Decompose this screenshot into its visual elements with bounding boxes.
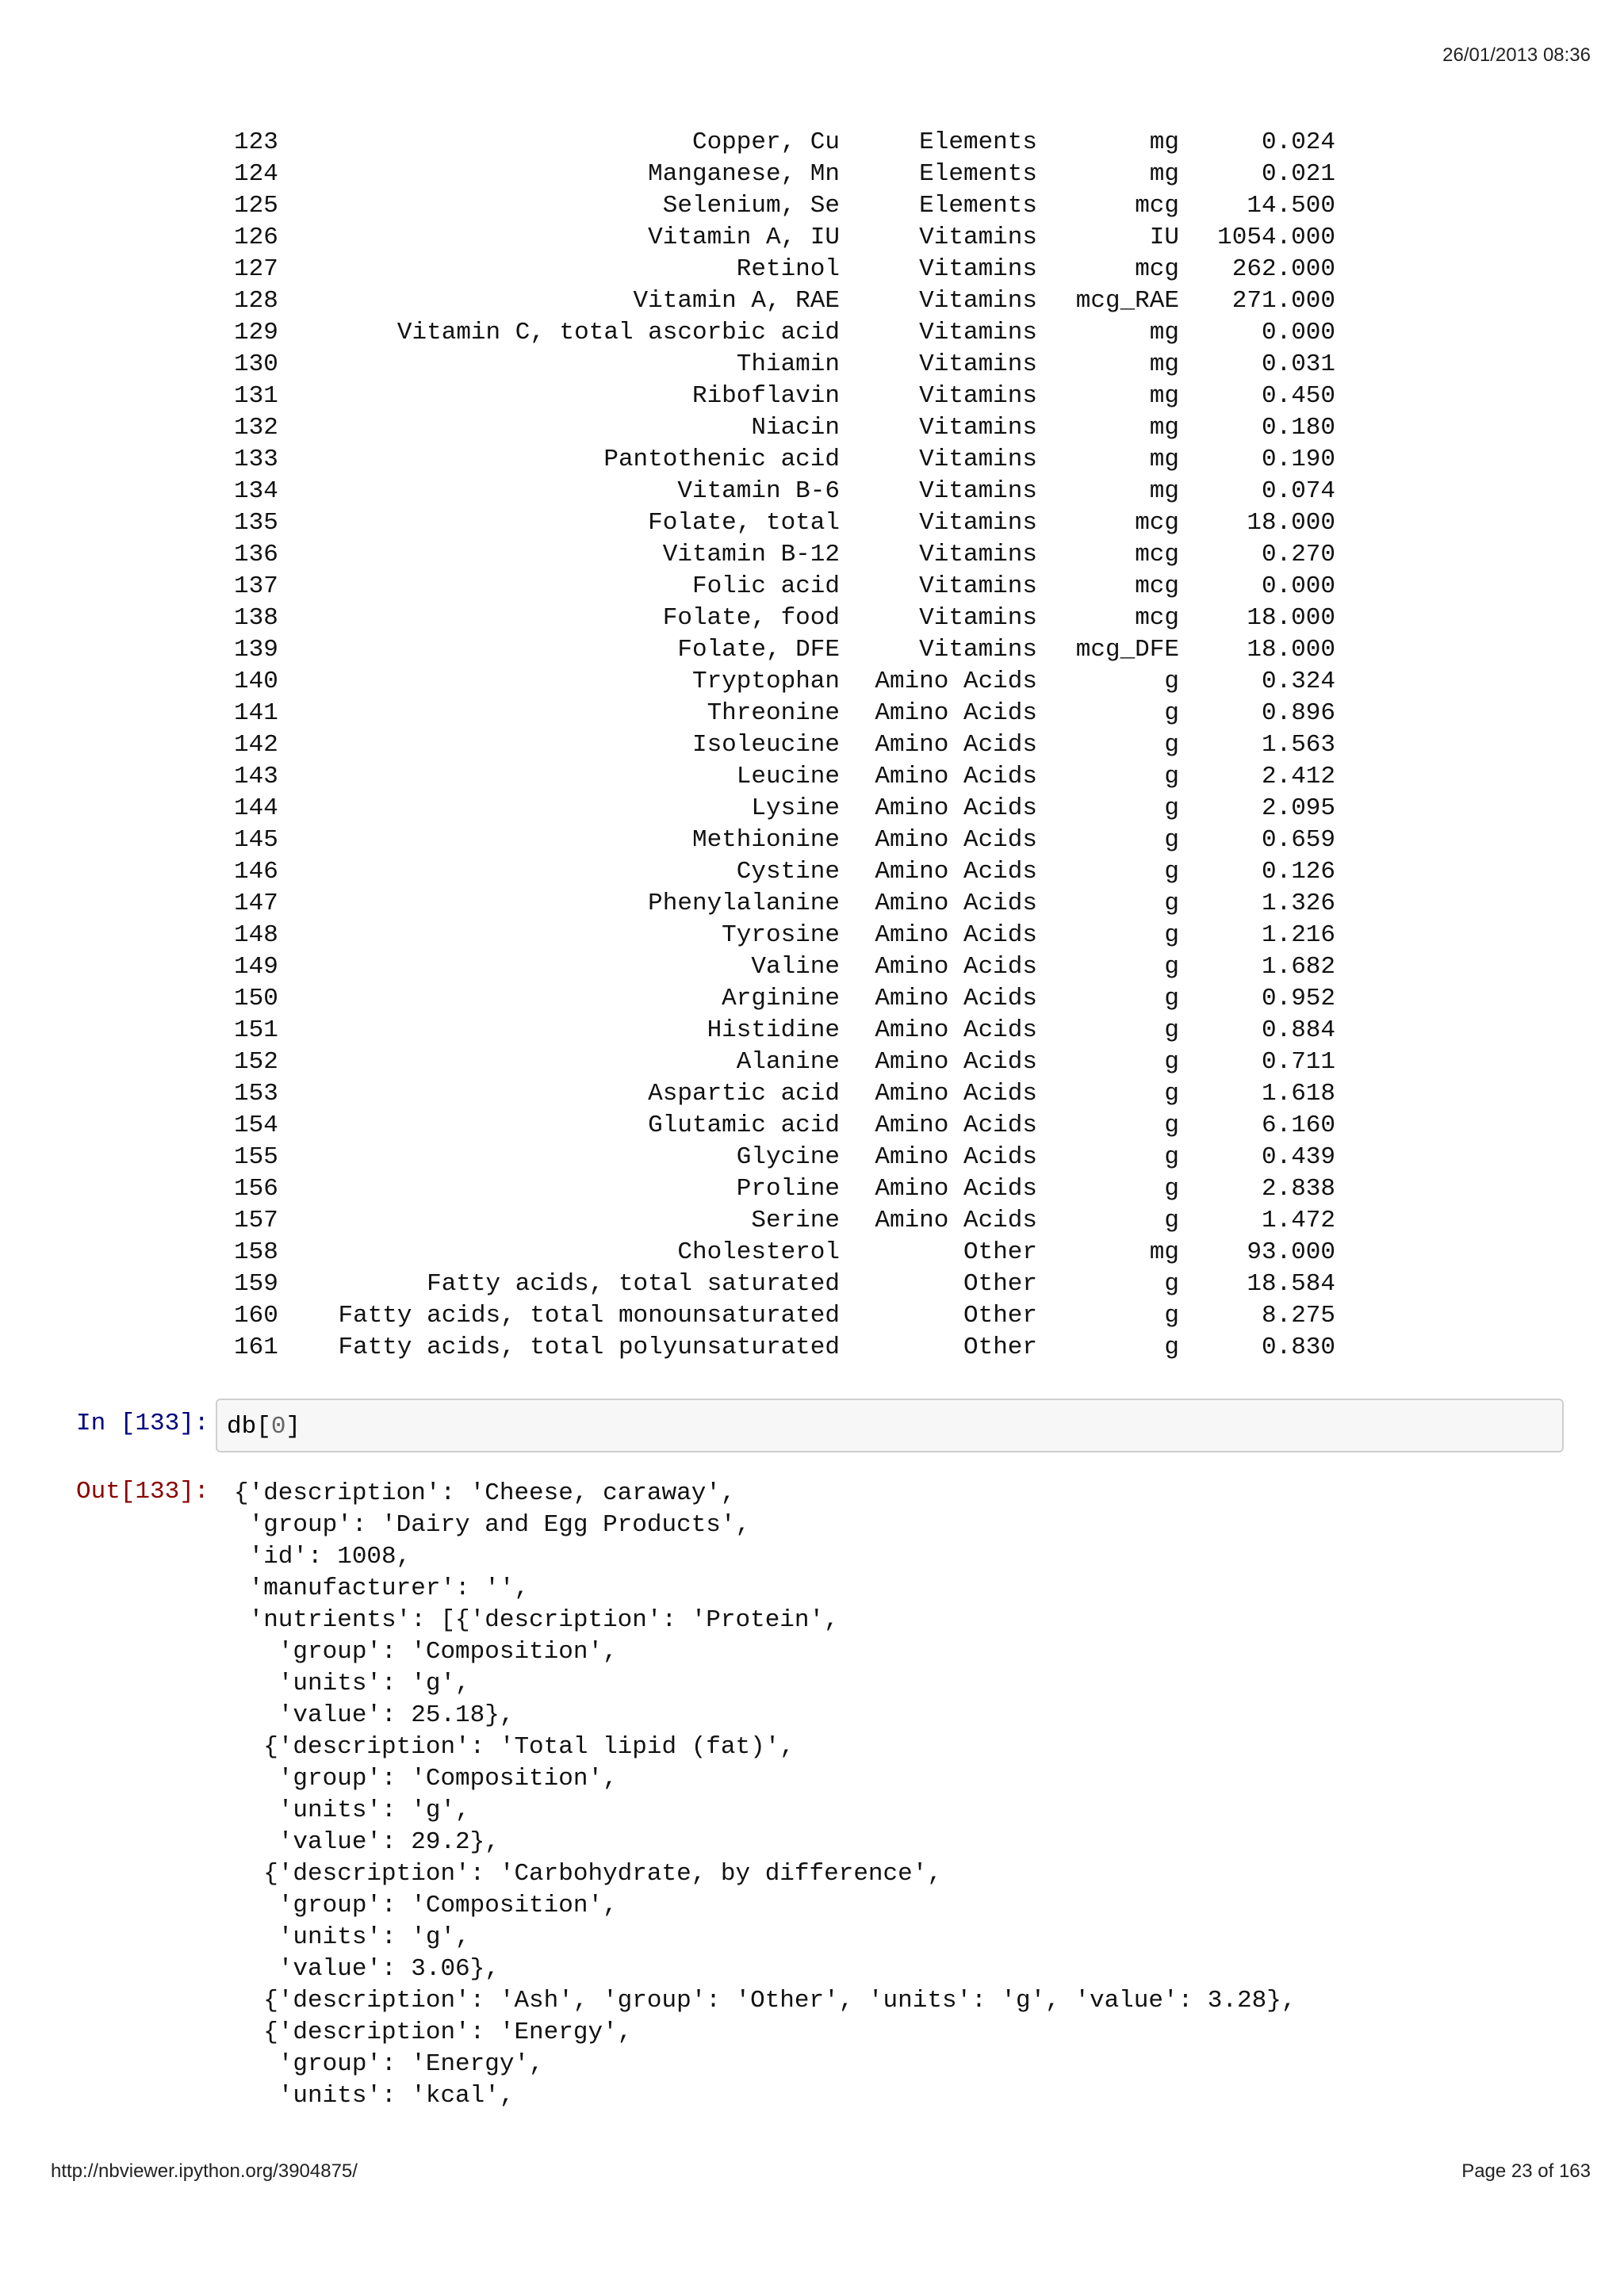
row-description: Tryptophan <box>691 668 840 695</box>
row-description: Threonine <box>707 699 840 727</box>
row-value: 0.439 <box>1261 1143 1335 1171</box>
row-units: g <box>1164 858 1179 886</box>
row-value: 262.000 <box>1231 255 1335 283</box>
row-group: Amino Acids <box>875 731 1037 759</box>
row-group: Vitamins <box>919 414 1037 442</box>
row-units: mg <box>1149 414 1179 442</box>
row-index: 131 <box>234 382 278 410</box>
row-description: Methionine <box>691 826 840 854</box>
row-value: 6.160 <box>1261 1112 1335 1139</box>
output-line: 'group': 'Composition', <box>234 1638 618 1666</box>
output-line: 'units': 'g', <box>234 1797 470 1824</box>
row-units: g <box>1164 985 1179 1012</box>
row-value: 2.095 <box>1261 794 1335 822</box>
row-description: Vitamin B-6 <box>677 477 840 505</box>
row-units: mg <box>1149 350 1179 378</box>
row-description: Folic acid <box>691 572 840 600</box>
row-index: 156 <box>234 1175 278 1203</box>
table-row <box>0 698 1624 729</box>
table-row <box>0 761 1624 793</box>
table-row <box>0 1332 1624 1364</box>
row-description: Retinol <box>736 255 840 283</box>
row-group: Elements <box>919 160 1037 188</box>
row-description: Proline <box>736 1175 840 1203</box>
table-row <box>0 1047 1624 1078</box>
row-description: Aspartic acid <box>648 1080 840 1108</box>
output-line: 'group': 'Composition', <box>234 1765 618 1793</box>
output-line: 'value': 25.18}, <box>234 1701 515 1729</box>
row-units: mcg <box>1135 572 1179 600</box>
row-value: 8.275 <box>1261 1302 1335 1330</box>
row-units: g <box>1164 921 1179 949</box>
row-description: Selenium, Se <box>662 192 840 220</box>
row-value: 2.412 <box>1261 763 1335 790</box>
row-value: 1.682 <box>1261 953 1335 981</box>
input-prompt: In [133]: <box>76 1410 209 1437</box>
row-units: g <box>1164 1048 1179 1076</box>
row-group: Amino Acids <box>875 699 1037 727</box>
row-value: 1.216 <box>1261 921 1335 949</box>
row-description: Phenylalanine <box>648 890 840 917</box>
row-value: 0.000 <box>1261 572 1335 600</box>
row-description: Folate, DFE <box>677 636 840 664</box>
row-index: 132 <box>234 414 278 442</box>
row-description: Lysine <box>751 794 840 822</box>
table-row <box>0 317 1624 349</box>
row-group: Amino Acids <box>875 1143 1037 1171</box>
output-line: {'description': 'Total lipid (fat)', <box>234 1733 795 1761</box>
row-description: Histidine <box>707 1016 840 1044</box>
row-units: mcg_RAE <box>1075 287 1179 315</box>
row-group: Vitamins <box>919 541 1037 568</box>
table-row <box>0 1300 1624 1332</box>
table-row <box>0 476 1624 507</box>
row-units: mcg <box>1135 255 1179 283</box>
row-group: Amino Acids <box>875 858 1037 886</box>
row-units: mcg <box>1135 541 1179 568</box>
row-description: Serine <box>751 1207 840 1234</box>
code-index: 0 <box>270 1413 286 1441</box>
table-row <box>0 254 1624 285</box>
row-index: 157 <box>234 1207 278 1234</box>
row-value: 1.326 <box>1261 890 1335 917</box>
row-index: 155 <box>234 1143 278 1171</box>
row-value: 2.838 <box>1261 1175 1335 1203</box>
row-value: 1.472 <box>1261 1207 1335 1234</box>
row-group: Vitamins <box>919 255 1037 283</box>
row-group: Amino Acids <box>875 921 1037 949</box>
row-value: 18.584 <box>1247 1270 1335 1298</box>
row-group: Vitamins <box>919 636 1037 664</box>
table-row <box>0 603 1624 634</box>
row-index: 136 <box>234 541 278 568</box>
row-value: 18.000 <box>1247 636 1335 664</box>
row-index: 159 <box>234 1270 278 1298</box>
table-row <box>0 856 1624 888</box>
output-line: {'description': 'Carbohydrate, by difference', <box>234 1860 942 1888</box>
row-description: Riboflavin <box>691 382 840 410</box>
row-description: Isoleucine <box>691 731 840 759</box>
row-description: Fatty acids, total saturated <box>427 1270 840 1298</box>
output-line: {'description': 'Energy', <box>234 2019 633 2046</box>
row-units: g <box>1164 763 1179 790</box>
row-description: Fatty acids, total polyunsaturated <box>338 1334 840 1361</box>
row-group: Amino Acids <box>875 1112 1037 1139</box>
table-row <box>0 412 1624 444</box>
row-value: 0.021 <box>1261 160 1335 188</box>
print-timestamp: 26/01/2013 08:36 <box>1442 44 1591 66</box>
row-units: mcg <box>1135 604 1179 632</box>
output-line: 'units': 'g', <box>234 1923 470 1951</box>
row-group: Vitamins <box>919 350 1037 378</box>
row-description: Vitamin A, RAE <box>633 287 840 315</box>
row-index: 153 <box>234 1080 278 1108</box>
table-row <box>0 666 1624 698</box>
table-row <box>0 444 1624 476</box>
row-value: 0.074 <box>1261 477 1335 505</box>
row-index: 138 <box>234 604 278 632</box>
row-description: Glutamic acid <box>648 1112 840 1139</box>
table-row <box>0 1269 1624 1300</box>
table-row <box>0 159 1624 190</box>
row-group: Amino Acids <box>875 1175 1037 1203</box>
row-description: Folate, food <box>662 604 840 632</box>
table-row <box>0 1205 1624 1237</box>
row-index: 146 <box>234 858 278 886</box>
row-units: g <box>1164 1080 1179 1108</box>
code-text <box>227 1413 301 1441</box>
row-value: 18.000 <box>1247 604 1335 632</box>
row-group: Amino Acids <box>875 1080 1037 1108</box>
table-row <box>0 825 1624 856</box>
row-group: Amino Acids <box>875 668 1037 695</box>
row-units: g <box>1164 1270 1179 1298</box>
row-index: 158 <box>234 1238 278 1266</box>
row-value: 0.180 <box>1261 414 1335 442</box>
row-units: mg <box>1149 382 1179 410</box>
output-line: 'manufacturer': '', <box>234 1575 530 1602</box>
row-value: 0.270 <box>1261 541 1335 568</box>
row-index: 127 <box>234 255 278 283</box>
row-index: 144 <box>234 794 278 822</box>
row-description: Leucine <box>736 763 840 790</box>
row-units: g <box>1164 699 1179 727</box>
table-row <box>0 1078 1624 1110</box>
row-description: Manganese, Mn <box>648 160 840 188</box>
row-index: 154 <box>234 1112 278 1139</box>
row-description: Vitamin B-12 <box>662 541 840 568</box>
row-value: 1.618 <box>1261 1080 1335 1108</box>
row-group: Amino Acids <box>875 953 1037 981</box>
row-group: Amino Acids <box>875 1207 1037 1234</box>
output-line: 'nutrients': [{'description': 'Protein', <box>234 1606 839 1634</box>
row-group: Vitamins <box>919 287 1037 315</box>
row-index: 145 <box>234 826 278 854</box>
table-row <box>0 729 1624 761</box>
row-index: 141 <box>234 699 278 727</box>
row-units: g <box>1164 953 1179 981</box>
table-row <box>0 539 1624 571</box>
row-units: g <box>1164 1175 1179 1203</box>
row-group: Vitamins <box>919 319 1037 346</box>
row-units: mcg <box>1135 192 1179 220</box>
table-row <box>0 1015 1624 1047</box>
output-prompt: Out[133]: <box>76 1478 209 1506</box>
row-group: Vitamins <box>919 446 1037 473</box>
row-index: 129 <box>234 319 278 346</box>
row-group: Vitamins <box>919 477 1037 505</box>
output-line: 'value': 29.2}, <box>234 1828 500 1856</box>
row-index: 152 <box>234 1048 278 1076</box>
row-description: Tyrosine <box>722 921 840 949</box>
output-line: 'units': 'kcal', <box>234 2082 515 2110</box>
row-units: mg <box>1149 477 1179 505</box>
row-description: Alanine <box>736 1048 840 1076</box>
row-units: g <box>1164 668 1179 695</box>
row-value: 14.500 <box>1247 192 1335 220</box>
row-description: Glycine <box>736 1143 840 1171</box>
table-row <box>0 190 1624 222</box>
row-units: g <box>1164 1016 1179 1044</box>
table-row <box>0 1142 1624 1173</box>
row-description: Arginine <box>722 985 840 1012</box>
row-value: 1.563 <box>1261 731 1335 759</box>
output-line: 'group': 'Energy', <box>234 2050 544 2078</box>
table-row <box>0 1110 1624 1142</box>
row-value: 0.659 <box>1261 826 1335 854</box>
row-units: mcg_DFE <box>1075 636 1179 664</box>
row-units: g <box>1164 1302 1179 1330</box>
row-index: 149 <box>234 953 278 981</box>
output-line: 'value': 3.06}, <box>234 1955 500 1983</box>
row-value: 1054.000 <box>1217 224 1335 251</box>
output-line: 'units': 'g', <box>234 1670 470 1697</box>
row-units: g <box>1164 1207 1179 1234</box>
row-index: 125 <box>234 192 278 220</box>
row-index: 151 <box>234 1016 278 1044</box>
table-row <box>0 888 1624 920</box>
row-units: g <box>1164 1143 1179 1171</box>
row-value: 0.711 <box>1261 1048 1335 1076</box>
row-units: g <box>1164 890 1179 917</box>
table-row <box>0 634 1624 666</box>
row-index: 137 <box>234 572 278 600</box>
code-input-cell[interactable] <box>216 1399 1564 1452</box>
row-index: 130 <box>234 350 278 378</box>
code-prefix: db[ <box>227 1413 271 1441</box>
row-description: Cholesterol <box>677 1238 840 1266</box>
row-description: Pantothenic acid <box>603 446 840 473</box>
row-units: g <box>1164 1112 1179 1139</box>
row-description: Thiamin <box>736 350 840 378</box>
table-row <box>0 920 1624 951</box>
table-row <box>0 983 1624 1015</box>
row-group: Amino Acids <box>875 1016 1037 1044</box>
row-index: 139 <box>234 636 278 664</box>
row-index: 147 <box>234 890 278 917</box>
row-index: 161 <box>234 1334 278 1361</box>
row-value: 271.000 <box>1231 287 1335 315</box>
table-row <box>0 349 1624 381</box>
row-index: 134 <box>234 477 278 505</box>
row-value: 0.896 <box>1261 699 1335 727</box>
dataframe-output <box>0 127 1624 1364</box>
row-value: 18.000 <box>1247 509 1335 537</box>
row-units: mg <box>1149 160 1179 188</box>
table-row <box>0 222 1624 254</box>
row-units: g <box>1164 1334 1179 1361</box>
row-units: IU <box>1149 224 1179 251</box>
row-index: 150 <box>234 985 278 1012</box>
row-index: 133 <box>234 446 278 473</box>
output-line: 'group': 'Dairy and Egg Products', <box>234 1511 751 1539</box>
row-group: Vitamins <box>919 604 1037 632</box>
row-value: 0.830 <box>1261 1334 1335 1361</box>
row-group: Vitamins <box>919 509 1037 537</box>
table-row <box>0 571 1624 603</box>
row-group: Amino Acids <box>875 890 1037 917</box>
row-group: Other <box>963 1302 1037 1330</box>
footer-url: http://nbviewer.ipython.org/3904875/ <box>51 2160 358 2182</box>
row-value: 0.884 <box>1261 1016 1335 1044</box>
dict-output <box>234 1478 1296 2112</box>
output-line: 'group': 'Composition', <box>234 1892 618 1919</box>
row-index: 124 <box>234 160 278 188</box>
row-description: Valine <box>751 953 840 981</box>
row-value: 0.126 <box>1261 858 1335 886</box>
table-row <box>0 951 1624 983</box>
row-index: 142 <box>234 731 278 759</box>
row-group: Other <box>963 1270 1037 1298</box>
row-units: mg <box>1149 128 1179 156</box>
row-units: mg <box>1149 1238 1179 1266</box>
row-group: Amino Acids <box>875 826 1037 854</box>
row-units: g <box>1164 731 1179 759</box>
row-index: 135 <box>234 509 278 537</box>
output-line: {'description': 'Ash', 'group': 'Other', 'units': 'g', 'value': 3.28}, <box>234 1987 1297 2015</box>
row-group: Other <box>963 1334 1037 1361</box>
table-row <box>0 381 1624 412</box>
row-description: Fatty acids, total monounsaturated <box>338 1302 840 1330</box>
table-row <box>0 793 1624 825</box>
row-value: 0.190 <box>1261 446 1335 473</box>
row-group: Vitamins <box>919 224 1037 251</box>
row-description: Vitamin C, total ascorbic acid <box>396 319 840 346</box>
row-group: Other <box>963 1238 1037 1266</box>
row-value: 93.000 <box>1247 1238 1335 1266</box>
output-line: 'id': 1008, <box>234 1543 412 1571</box>
row-index: 143 <box>234 763 278 790</box>
row-index: 128 <box>234 287 278 315</box>
table-row <box>0 507 1624 539</box>
row-group: Amino Acids <box>875 763 1037 790</box>
code-suffix: ] <box>285 1413 301 1441</box>
output-line: {'description': 'Cheese, caraway', <box>234 1479 736 1507</box>
row-value: 0.450 <box>1261 382 1335 410</box>
row-units: mg <box>1149 446 1179 473</box>
row-value: 0.031 <box>1261 350 1335 378</box>
table-row <box>0 127 1624 159</box>
table-row <box>0 1173 1624 1205</box>
row-index: 140 <box>234 668 278 695</box>
row-index: 148 <box>234 921 278 949</box>
row-value: 0.952 <box>1261 985 1335 1012</box>
row-group: Amino Acids <box>875 794 1037 822</box>
row-value: 0.324 <box>1261 668 1335 695</box>
row-units: g <box>1164 826 1179 854</box>
row-group: Elements <box>919 192 1037 220</box>
row-description: Cystine <box>736 858 840 886</box>
row-units: mg <box>1149 319 1179 346</box>
row-value: 0.000 <box>1261 319 1335 346</box>
row-group: Vitamins <box>919 382 1037 410</box>
row-units: mcg <box>1135 509 1179 537</box>
row-group: Vitamins <box>919 572 1037 600</box>
row-value: 0.024 <box>1261 128 1335 156</box>
row-units: g <box>1164 794 1179 822</box>
table-row <box>0 1237 1624 1269</box>
row-description: Folate, total <box>648 509 840 537</box>
page-number: Page 23 of 163 <box>1461 2160 1591 2182</box>
row-description: Niacin <box>751 414 840 442</box>
row-description: Copper, Cu <box>691 128 840 156</box>
row-group: Amino Acids <box>875 985 1037 1012</box>
row-group: Elements <box>919 128 1037 156</box>
table-row <box>0 285 1624 317</box>
row-group: Amino Acids <box>875 1048 1037 1076</box>
row-index: 123 <box>234 128 278 156</box>
row-description: Vitamin A, IU <box>648 224 840 251</box>
row-index: 126 <box>234 224 278 251</box>
row-index: 160 <box>234 1302 278 1330</box>
